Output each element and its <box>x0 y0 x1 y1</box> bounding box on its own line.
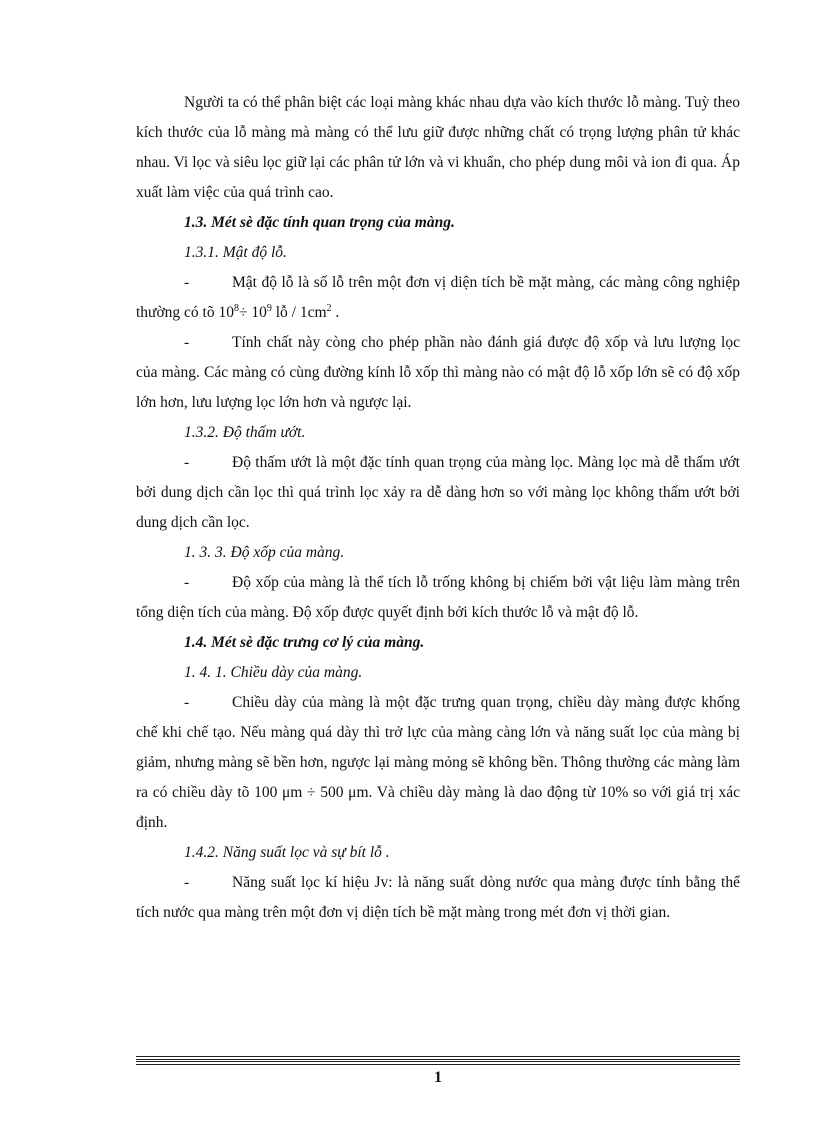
subsection-heading-1-4-1: 1. 4. 1. Chiều dày của màng. <box>184 664 363 681</box>
subsection-heading-1-3-1: 1.3.1. Mật độ lỗ. <box>184 244 287 261</box>
density-exp-8: 8 <box>233 302 239 314</box>
porosity-flow-text: Tính chất này còng cho phép phần nào đánh giá được độ xốp và lưu lượng lọc của màng. Các màng có cùng đường kính lỗ xốp thì màng nào có mật độ lỗ xốp lớn sẽ có độ xốp lớn hơn, lưu lượng lọc lớn hơn và ngược lại. <box>136 334 740 411</box>
bullet-dash: - <box>184 334 190 351</box>
wettability-text: Độ thấm ướt là một đặc tính quan trọng của màng lọc. Màng lọc mà dễ thấm ướt bởi dung dịch cần lọc thì quá trình lọc xảy ra dễ dàng hơn so với màng lọc không thấm ướt bởi dung dịch cần lọc. <box>136 454 740 531</box>
bullet-dash: - <box>184 454 190 471</box>
bullet-dash: - <box>184 694 190 711</box>
flux-text: Năng suất lọc kí hiệu Jv: là năng suất dòng nước qua màng được tính bằng thể tích nước qua màng trên một đơn vị diện tích bề mặt màng trong mét đơn vị thời gian. <box>136 874 740 921</box>
subsection-heading-1-4-2: 1.4.2. Năng suất lọc và sự bít lỗ . <box>184 844 390 861</box>
density-text-c: lỗ / 1cm <box>271 304 327 321</box>
bullet-paragraph-thickness <box>136 688 740 838</box>
bullet-paragraph-density <box>136 268 740 328</box>
footer-rule-bottom <box>136 1061 740 1065</box>
thickness-text: Chiều dày của màng là một đặc trưng quan trọng, chiều dày màng được khống chế khi chế tạo. Nếu màng quá dày thì trở lực của màng càng lớn và năng suất lọc của màng bị giảm, nhưng màng sẽ bền hơn, ngược lại màng mỏng sẽ không bền. Thông thường các màng làm ra có chiều dày tõ 100 μm ÷ 500 μm. Và chiều dày màng là dao động từ 10% so với giá trị xác định. <box>136 694 740 831</box>
density-text-b: ÷ 10 <box>238 304 267 321</box>
document-page <box>136 88 740 928</box>
footer-rule-top <box>136 1056 740 1060</box>
bullet-dash: - <box>184 574 190 591</box>
subsection-heading-1-3-2: 1.3.2. Độ thấm ướt. <box>184 424 306 441</box>
intro-paragraph: Người ta có thể phân biệt các loại màng khác nhau dựa vào kích thước lỗ màng. Tuỳ theo kích thước của lỗ màng mà màng có thể lưu giữ được những chất có trọng lượng phân tử khác nhau. Vi lọc và siêu lọc giữ lại các phân tử lớn và vi khuẩn, cho phép dung môi và ion đi qua. Áp xuất làm việc của quá trình cao. <box>136 94 740 201</box>
bullet-dash: - <box>184 274 190 291</box>
bullet-paragraph-flux <box>136 868 740 928</box>
density-exp-9: 9 <box>266 302 272 314</box>
bullet-paragraph-wettability <box>136 448 740 538</box>
bullet-paragraph-porosity <box>136 568 740 628</box>
page-footer <box>136 1056 740 1087</box>
page-number: 1 <box>434 1069 442 1086</box>
section-heading-1-4: 1.4. Mét sè đặc trưng cơ lý của màng. <box>184 634 425 651</box>
bullet-dash: - <box>184 874 190 891</box>
porosity-text: Độ xốp của màng là thể tích lỗ trống không bị chiếm bởi vật liệu làm màng trên tổng diện tích của màng. Độ xốp được quyết định bởi kích thước lỗ và mật độ lỗ. <box>136 574 740 621</box>
subsection-heading-1-3-3: 1. 3. 3. Độ xốp của màng. <box>184 544 345 561</box>
density-text-a: Mật độ lỗ là số lỗ trên một đơn vị diện tích bề mặt màng, các màng công nghiệp thường có tõ 10 <box>136 274 740 321</box>
density-exp-2: 2 <box>326 302 332 314</box>
density-text-d: . <box>331 304 340 321</box>
bullet-paragraph-porosity-flow <box>136 328 740 418</box>
section-heading-1-3: 1.3. Mét sè đặc tính quan trọng của màng. <box>184 214 455 231</box>
